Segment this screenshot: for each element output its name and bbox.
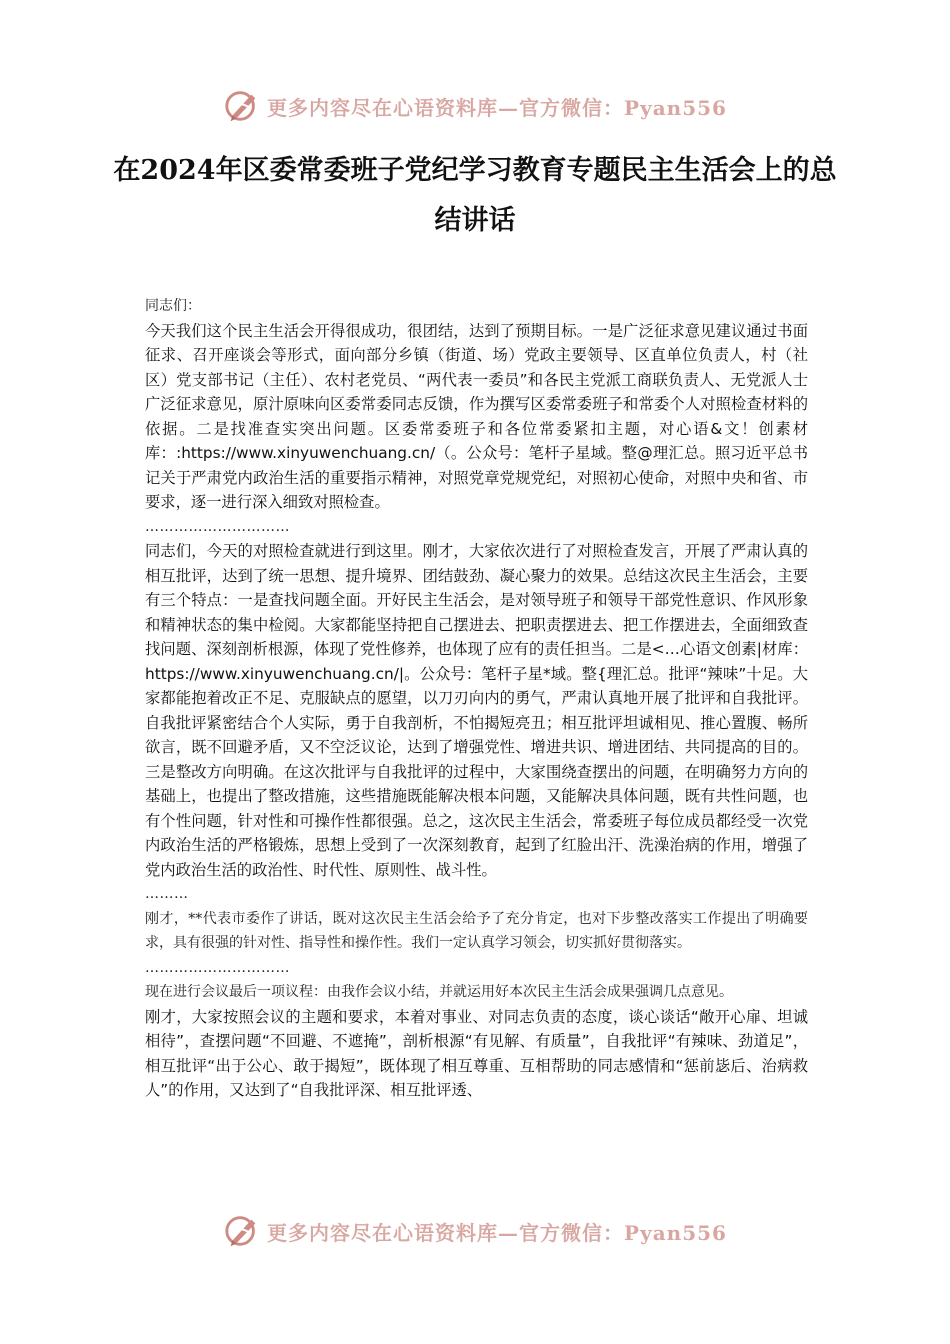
paragraph: 现在进行会议最后一项议程：由我作会议小结，并就运用好本次民主生活会成果强调几点意见。 [145,984,733,1000]
pen-logo-icon [223,87,261,125]
paragraph: 刚才，大家按照会议的主题和要求，本着对事业、对同志负责的态度，谈心谈话“敞开心扉、坦诚相待”，查摆问题“不回避、不遮掩”，剖析根源“有见解、有质量”，自我批评“有辣味、劲道足”，相互批评“出于公心、敢于揭短”，既体现了相互尊重、互相帮助的同志感情和“惩前毖后、治病救人”的作用，又达到了“自我批评深、相互批评透、 [145,1007,808,1099]
watermark-banner-top [0,84,950,128]
watermark-banner-bottom [0,1209,950,1253]
paragraph: 同志们，今天的对照检查就进行到这里。刚才，大家依次进行了对照检查发言，开展了严肃认真的相互批评，达到了统一思想、提升境界、团结鼓劲、凝心聚力的效果。总结这次民主生活会，主要有三个特点：一是查找问题全面。开好民主生活会，是对领导班子和领导干部党性意识、作风形象和精神状态的集中检阅。大家都能坚持把自己摆进去、把职责摆进去、把工作摆进去，全面细致查找问题、深刻剖析根源，体现了党性修养，也体现了应有的责任担当。二是<…心语文创素|材库：https://www.xinyuwenchuang.cn/|。公众号：笔杆子星*域。整{理汇总。批评“辣味”十足。大家都能抱着改正不足、克服缺点的愿望，以刀刃向内的勇气，严肃认真地开展了批评和自我批评。自我批评紧密结合个人实际，勇于自我剖析，不怕揭短亮丑；相互批评坦诚相见、推心置腹、畅所欲言，既不回避矛盾，又不空泛议论，达到了增强党性、增进共识、增进团结、共同提高的目的。三是整改方向明确。在这次批评与自我批评的过程中，大家围绕查摆出的问题，在明确努力方向的基础上，也提出了整改措施，这些措施既能解决根本问题，又能解决具体问题，既有共性问题，也有个性问题，针对性和可操作性都很强。总之，这次民主生活会，常委班子每位成员都经受一次党内政治生活的严格锻炼，思想上受到了一次深刻教育，起到了红脸出汗、洗澡治病的作用，增强了党内政治生活的政治性、时代性、原则性、战斗性。 [145,542,808,879]
watermark-text: 更多内容尽在心语资料库—官方微信：Pyan556 [267,95,727,120]
pen-logo-icon [223,1212,261,1250]
ellipsis: ………………………… [145,518,290,535]
ellipsis: ……… [145,886,189,902]
document-body [145,294,808,1103]
document-title: 在2024年区委常委班子党纪学习教育专题民主生活会上的总结讲话 [113,155,837,236]
paragraph: 刚才，**代表市委作了讲话，既对这次民主生活会给予了充分肯定，也对下步整改落实工作提出了明确要求，具有很强的针对性、指导性和操作性。我们一定认真学习领会，切实抓好贯彻落实。 [145,910,808,951]
ellipsis: ………………………… [145,959,290,976]
paragraph: 今天我们这个民主生活会开得很成功，很团结，达到了预期目标。一是广泛征求意见建议通过书面征求、召开座谈会等形式，面向部分乡镇（街道、场）党政主要领导、区直单位负责人，村（社区）党支部书记（主任）、农村老党员、“两代表一委员”和各民主党派工商联负责人、无党派人士广泛征求意见，原汁原味向区委常委同志反馈，作为撰写区委常委班子和常委个人对照检查材料的依据。二是找准查实突出问题。区委常委班子和各位常委紧扣主题，对心语&文！创素材库：:https://www.xinyuwenchuang.cn/（。公众号：笔杆子星域。整@理汇总。照习近平总书记关于严肃党内政治生活的重要指示精神，对照党章党规党纪，对照初心使命，对照中央和省、市要求，逐一进行深入细致对照检查。 [145,321,808,511]
watermark-text: 更多内容尽在心语资料库—官方微信：Pyan556 [267,1220,727,1245]
greeting: 同志们： [145,298,201,314]
